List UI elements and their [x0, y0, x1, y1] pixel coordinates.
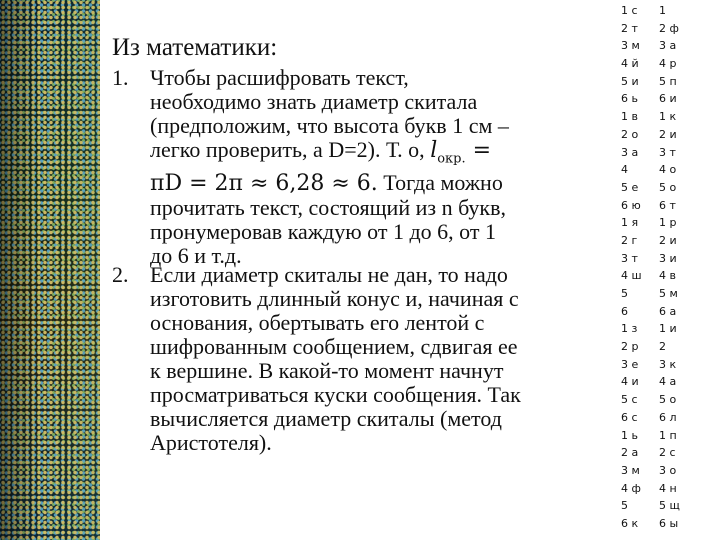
cipher-cell-col1: 6 ю: [621, 198, 641, 212]
cipher-cell-col1: 2 г: [621, 233, 638, 247]
cipher-cell-col2: 2 ф: [659, 21, 679, 35]
cipher-cell-col1: 5 с: [621, 393, 638, 407]
cipher-row: [621, 446, 716, 464]
cipher-cell-col2: 6 л: [659, 410, 677, 424]
cipher-row: [621, 146, 716, 164]
cipher-cell-col2: 4 в: [659, 269, 676, 283]
cipher-cell-col2: 4 о: [659, 163, 677, 177]
cipher-cell-col2: 6 ы: [659, 516, 679, 530]
cipher-row: [621, 92, 716, 110]
cipher-cell-col1: 4 й: [621, 57, 639, 71]
cipher-row: [621, 39, 716, 57]
cipher-cell-col2: 1: [659, 4, 666, 17]
cipher-row: [621, 393, 716, 411]
cipher-row: [621, 57, 716, 75]
cipher-cell-col2: 2 и: [659, 233, 677, 247]
cipher-cell-col1: 3 м: [621, 39, 640, 53]
cipher-row: [621, 499, 716, 517]
cipher-cell-col1: 5 и: [621, 74, 639, 88]
cipher-cell-col2: 3 а: [659, 39, 677, 53]
cipher-cell-col1: 4 и: [621, 375, 639, 389]
cipher-cell-col2: 4 р: [659, 57, 677, 71]
cipher-cell-col1: 1 я: [621, 216, 639, 230]
cipher-row: [621, 375, 716, 393]
cipher-cell-col2: 4 а: [659, 375, 677, 389]
decorative-dotted-band: [0, 0, 100, 540]
cipher-row: [621, 322, 716, 340]
cipher-cell-col1: 3 м: [621, 463, 640, 477]
cipher-cell-col2: 1 р: [659, 216, 677, 230]
cipher-row: [621, 287, 716, 305]
cipher-row: [621, 252, 716, 270]
cipher-cell-col1: 2 о: [621, 127, 639, 141]
cipher-cell-col1: 3 а: [621, 145, 639, 159]
cipher-cell-col1: 5: [621, 499, 628, 513]
point-2-number: 2.: [112, 262, 129, 287]
cipher-row: [621, 4, 716, 22]
cipher-cell-col2: 2 с: [659, 446, 676, 460]
point-2-text: Если диаметр скиталы не дан, то надо изготовить длинный конус и, начиная с основания, обертывать его лентой с шифрованным сообщением, сдвигая ее к вершине. В какой-то момент начнут просматриваться куски сообщения. Так вычисляется диаметр скиталы (метод Аристотеля).: [150, 262, 521, 455]
cipher-row: [621, 411, 716, 429]
cipher-cell-col1: 2 а: [621, 446, 639, 460]
cipher-row: [621, 163, 716, 181]
cipher-cell-col2: 2: [659, 340, 666, 354]
point-1-text: Чтобы расшифровать текст, необходимо знать диаметр скитала (предположим, что высота букв 1 см – легко проверить, а D=2). Т. о, $l_{окр.} = \pi D = 2\pi \approx 6,28 \approx 6$. Тогда можно прочитать текст, состоящий из n букв, пронумеровав каждую от 1 до 6, от 1 до 6 и т.д.: [150, 65, 509, 269]
cipher-cell-col2: 4 н: [659, 481, 677, 495]
point-1-number: 1.: [112, 65, 129, 90]
cipher-cell-col1: 2 р: [621, 340, 639, 354]
cipher-row: [621, 340, 716, 358]
cipher-table: [621, 4, 716, 535]
cipher-row: [621, 482, 716, 500]
cipher-cell-col1: 4 ф: [621, 481, 641, 495]
cipher-cell-col2: 5 щ: [659, 499, 680, 513]
cipher-cell-col2: 6 а: [659, 304, 677, 318]
cipher-row: [621, 429, 716, 447]
cipher-row: [621, 110, 716, 128]
cipher-cell-col1: 6 ь: [621, 92, 638, 106]
cipher-cell-col2: 5 о: [659, 180, 677, 194]
cipher-cell-col1: 2 т: [621, 21, 638, 35]
cipher-row: [621, 305, 716, 323]
cipher-cell-col2: 1 и: [659, 322, 677, 336]
point-1: [112, 66, 522, 268]
cipher-row: [621, 269, 716, 287]
cipher-cell-col2: 1 п: [659, 428, 677, 442]
cipher-row: [621, 181, 716, 199]
circumference-formula: $l_{окр.} = \pi D = 2\pi \approx 6,28 \approx 6$.: [150, 138, 492, 197]
cipher-cell-col1: 3 т: [621, 251, 638, 265]
cipher-cell-col2: 5 м: [659, 287, 678, 300]
cipher-cell-col2: 3 о: [659, 463, 677, 477]
cipher-row: [621, 216, 716, 234]
cipher-cell-col1: 1 с: [621, 4, 638, 17]
cipher-row: [621, 517, 716, 535]
cipher-cell-col2: 3 и: [659, 251, 677, 265]
cipher-cell-col2: 6 т: [659, 198, 676, 212]
cipher-cell-col1: 5: [621, 287, 628, 300]
cipher-cell-col1: 3 е: [621, 357, 639, 371]
cipher-row: [621, 234, 716, 252]
cipher-cell-col2: 2 и: [659, 127, 677, 141]
cipher-cell-col1: 1 в: [621, 110, 638, 124]
cipher-row: [621, 22, 716, 40]
cipher-row: [621, 358, 716, 376]
cipher-cell-col2: 3 к: [659, 357, 677, 371]
cipher-cell-col1: 4: [621, 163, 628, 177]
cipher-cell-col1: 6: [621, 304, 628, 318]
cipher-cell-col2: 6 и: [659, 92, 677, 106]
cipher-row: [621, 199, 716, 217]
cipher-cell-col2: 5 о: [659, 393, 677, 407]
cipher-cell-col2: 3 т: [659, 145, 676, 159]
cipher-cell-col1: 1 ь: [621, 428, 638, 442]
point-2: [112, 263, 522, 455]
slide-title: Из математики:: [112, 34, 278, 61]
cipher-cell-col1: 5 е: [621, 180, 639, 194]
cipher-row: [621, 75, 716, 93]
cipher-cell-col2: 5 п: [659, 74, 677, 88]
cipher-cell-col2: 1 к: [659, 110, 677, 124]
cipher-cell-col1: 6 с: [621, 410, 638, 424]
cipher-cell-col1: 4 ш: [621, 269, 642, 283]
cipher-cell-col1: 1 з: [621, 322, 638, 336]
cipher-row: [621, 128, 716, 146]
cipher-row: [621, 464, 716, 482]
cipher-cell-col1: 6 к: [621, 516, 639, 530]
